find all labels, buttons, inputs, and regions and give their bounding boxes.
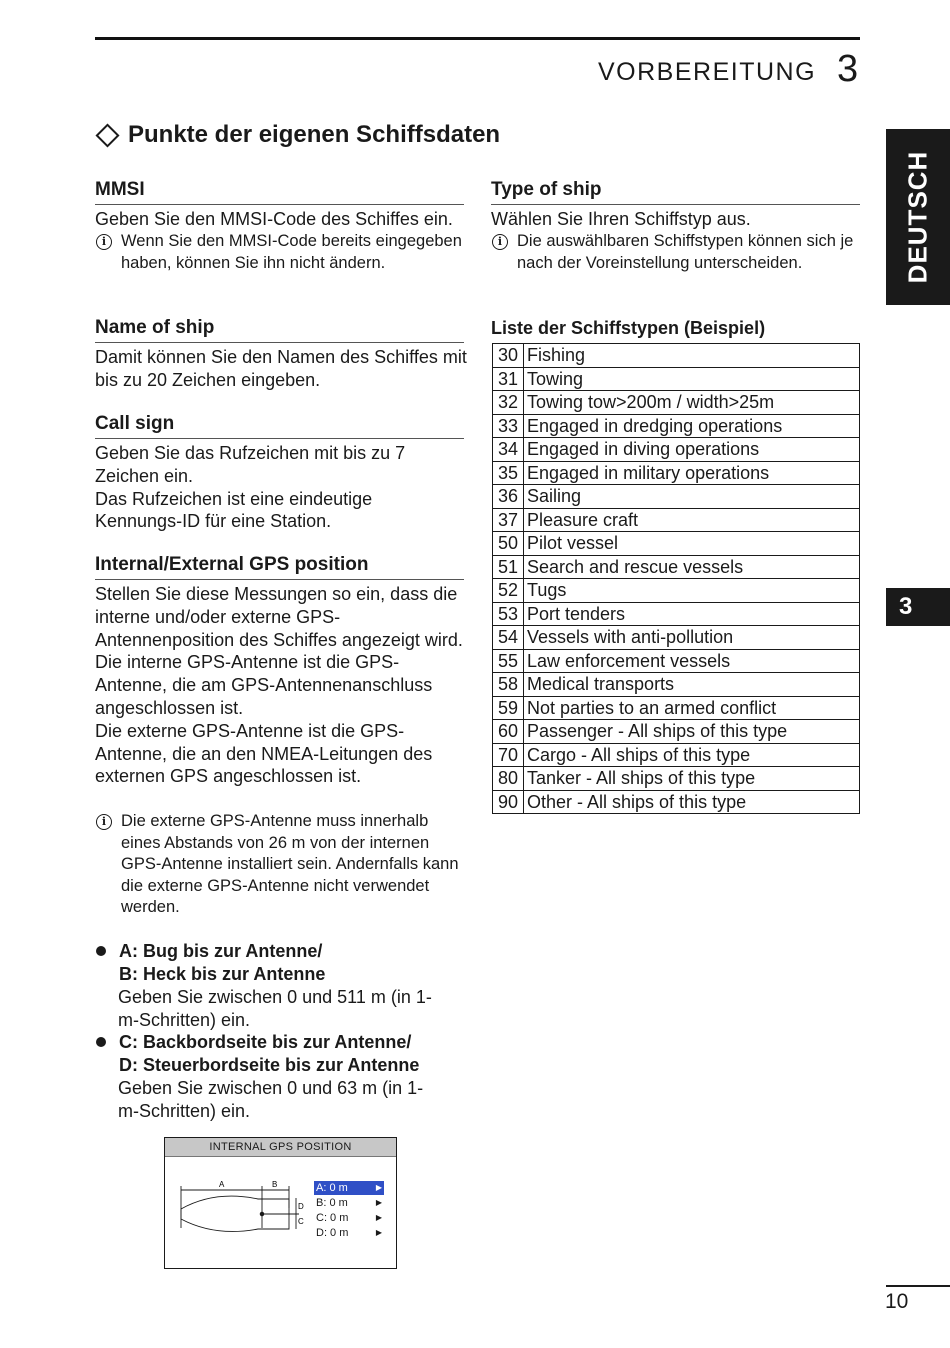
table-row <box>493 743 860 767</box>
table-row <box>493 414 860 438</box>
table-row <box>493 555 860 579</box>
gps-position-text: Stellen Sie diese Messungen so ein, dass die interne und/oder externe GPS-Antennenposition des Schiffes angezeigt wird. Die interne GPS-Antenne ist die GPS-Antenne, die am GPS-Antennenanschluss angeschlossen ist. Die externe GPS-Antenne ist die GPS-Antenne, die an den NMEA-Leitungen des externen GPS angeschlossen ist. <box>95 584 463 787</box>
chapter-tab-label: 3 <box>899 593 913 620</box>
ship-type-code: 33 <box>493 414 524 438</box>
arrow-right-icon: ▶ <box>375 1183 382 1192</box>
type-of-ship-note <box>492 231 862 274</box>
label-d: D <box>298 1202 304 1211</box>
ship-type-name: Medical transports <box>524 673 860 697</box>
type-of-ship-note-text: Die auswählbaren Schiffstypen können sich je nach der Voreinstellung unterscheiden. <box>517 232 854 272</box>
name-of-ship-text: Damit können Sie den Namen des Schiffes mit bis zu 20 Zeichen eingeben. <box>95 347 467 390</box>
ship-type-name: Passenger - All ships of this type <box>524 720 860 744</box>
ship-type-name: Pilot vessel <box>524 532 860 556</box>
bullet-ab-bold2: B: Heck bis zur Antenne <box>119 964 326 984</box>
name-of-ship-heading: Name of ship <box>95 317 464 343</box>
ship-type-code: 70 <box>493 743 524 767</box>
bullet-item-cd <box>96 1031 479 1123</box>
ship-type-name: Sailing <box>524 485 860 509</box>
page-number-rule <box>886 1285 950 1287</box>
table-row <box>493 720 860 744</box>
type-of-ship-heading: Type of ship <box>491 179 860 205</box>
gps-item-c-label: C: 0 m <box>316 1212 349 1224</box>
gps-item-d[interactable] <box>314 1226 384 1240</box>
ship-type-code: 32 <box>493 391 524 415</box>
ship-type-code: 60 <box>493 720 524 744</box>
ship-type-name: Law enforcement vessels <box>524 649 860 673</box>
ship-type-code: 80 <box>493 767 524 791</box>
bullet-cd-bold2: D: Steuerbordseite bis zur Antenne <box>119 1055 420 1075</box>
ship-type-code: 36 <box>493 485 524 509</box>
ship-type-name: Not parties to an armed conflict <box>524 696 860 720</box>
gps-screen-title: INTERNAL GPS POSITION <box>165 1138 396 1157</box>
ship-type-name: Search and rescue vessels <box>524 555 860 579</box>
gps-item-a[interactable] <box>314 1181 384 1195</box>
bullet-item-ab <box>96 940 479 1032</box>
ship-type-code: 58 <box>493 673 524 697</box>
table-row <box>493 626 860 650</box>
table-row <box>493 461 860 485</box>
ship-type-name: Engaged in military operations <box>524 461 860 485</box>
ship-type-code: 90 <box>493 790 524 814</box>
ship-type-code: 53 <box>493 602 524 626</box>
table-row <box>493 673 860 697</box>
gps-item-c[interactable] <box>314 1211 384 1225</box>
table-row <box>493 790 860 814</box>
ship-type-code: 54 <box>493 626 524 650</box>
arrow-right-icon: ▶ <box>375 1198 382 1207</box>
type-of-ship-text: Wählen Sie Ihren Schiffstyp aus. <box>491 209 751 229</box>
antenna-marker <box>260 1212 264 1216</box>
mmsi-heading: MMSI <box>95 179 464 205</box>
chapter-title: VORBEREITUNG <box>598 58 817 86</box>
section-title-text: Punkte der eigenen Schiffsdaten <box>128 121 501 148</box>
gps-position-heading: Internal/External GPS position <box>95 554 464 580</box>
bullet-ab-text: Geben Sie zwischen 0 und 511 m (in 1-m-Schritten) ein. <box>118 987 432 1030</box>
ship-type-name: Fishing <box>524 344 860 368</box>
gps-position-note <box>96 811 466 919</box>
table-row <box>493 579 860 603</box>
ship-type-name: Towing tow>200m / width>25m <box>524 391 860 415</box>
page-number: 10 <box>885 1290 909 1313</box>
info-icon: i <box>492 234 508 250</box>
ship-type-code: 35 <box>493 461 524 485</box>
ship-type-name: Pleasure craft <box>524 508 860 532</box>
ship-type-name: Port tenders <box>524 602 860 626</box>
ship-type-code: 52 <box>493 579 524 603</box>
ship-type-name: Other - All ships of this type <box>524 790 860 814</box>
gps-item-a-label: A: 0 m <box>316 1182 348 1194</box>
call-sign-text: Geben Sie das Rufzeichen mit bis zu 7 Zeichen ein. Das Rufzeichen ist eine eindeutige Kennungs-ID für eine Station. <box>95 443 406 532</box>
ship-type-name: Vessels with anti-pollution <box>524 626 860 650</box>
ship-type-name: Towing <box>524 367 860 391</box>
table-row <box>493 602 860 626</box>
table-row <box>493 344 860 368</box>
gps-position-screen <box>164 1137 397 1269</box>
call-sign-heading: Call sign <box>95 413 464 439</box>
chapter-tab <box>886 588 950 626</box>
mmsi-note <box>96 231 471 274</box>
mmsi-text: Geben Sie den MMSI-Code des Schiffes ein. <box>95 209 453 229</box>
ship-type-name: Cargo - All ships of this type <box>524 743 860 767</box>
gps-item-b-label: B: 0 m <box>316 1197 348 1209</box>
ship-types-table <box>492 343 860 814</box>
chapter-number: 3 <box>837 48 859 90</box>
table-row <box>493 367 860 391</box>
ship-type-name: Tugs <box>524 579 860 603</box>
ship-types-heading: Liste der Schiffstypen (Beispiel) <box>491 318 766 338</box>
info-icon: i <box>96 234 112 250</box>
table-row <box>493 532 860 556</box>
ship-diagram <box>165 1156 315 1268</box>
table-row <box>493 508 860 532</box>
gps-position-note-text: Die externe GPS-Antenne muss innerhalb eines Abstands von 26 m von der internen GPS-Antenne installiert sein. Andernfalls kann die externe GPS-Antenne nicht verwendet werden. <box>121 812 459 916</box>
ship-type-name: Engaged in diving operations <box>524 438 860 462</box>
label-c: C <box>298 1217 304 1226</box>
language-tab <box>886 129 950 305</box>
bullet-icon <box>96 946 106 956</box>
ship-type-code: 30 <box>493 344 524 368</box>
ship-type-code: 51 <box>493 555 524 579</box>
mmsi-note-text: Wenn Sie den MMSI-Code bereits eingegeben haben, können Sie ihn nicht ändern. <box>121 232 462 272</box>
label-a: A <box>219 1180 225 1189</box>
table-row <box>493 696 860 720</box>
diamond-icon <box>95 123 119 147</box>
ship-type-code: 31 <box>493 367 524 391</box>
table-row <box>493 767 860 791</box>
ship-type-name: Engaged in dredging operations <box>524 414 860 438</box>
language-tab-label: DEUTSCH <box>902 150 933 284</box>
ship-type-code: 50 <box>493 532 524 556</box>
bullet-icon <box>96 1037 106 1047</box>
gps-item-d-label: D: 0 m <box>316 1227 349 1239</box>
ship-type-code: 37 <box>493 508 524 532</box>
ship-type-name: Tanker - All ships of this type <box>524 767 860 791</box>
ship-type-code: 59 <box>493 696 524 720</box>
bullet-cd-text: Geben Sie zwischen 0 und 63 m (in 1-m-Schritten) ein. <box>118 1078 424 1121</box>
section-title <box>95 121 500 149</box>
ship-type-code: 34 <box>493 438 524 462</box>
table-row <box>493 438 860 462</box>
arrow-right-icon: ▶ <box>375 1213 382 1222</box>
gps-item-b[interactable] <box>314 1196 384 1210</box>
info-icon: i <box>96 814 112 830</box>
bullet-cd-bold1: C: Backbordseite bis zur Antenne/ <box>119 1032 412 1052</box>
table-row <box>493 391 860 415</box>
bullet-ab-bold1: A: Bug bis zur Antenne/ <box>119 941 323 961</box>
ship-type-code: 55 <box>493 649 524 673</box>
table-row <box>493 649 860 673</box>
arrow-right-icon: ▶ <box>375 1228 382 1237</box>
table-row <box>493 485 860 509</box>
top-rule <box>95 37 860 40</box>
label-b: B <box>272 1180 278 1189</box>
